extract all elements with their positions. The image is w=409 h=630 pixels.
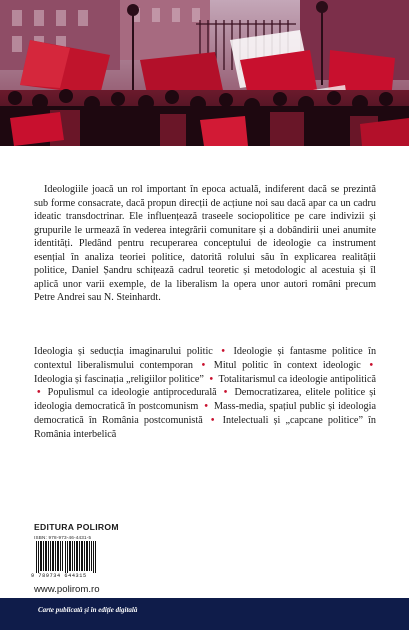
isbn-label: ISBN: 978-973-46-4431-5 — [34, 535, 92, 540]
digital-edition-note: Carte publicată și în ediție digitală — [38, 606, 138, 614]
bullet-separator-icon: • — [37, 387, 41, 399]
contents-list — [34, 345, 376, 442]
contents-item: Populismul ca ideologie antiprocedurală — [47, 387, 217, 399]
contents-item: Ideologia și seducția imaginarului politic — [34, 346, 213, 357]
barcode-digits: 9 789734 644315 — [31, 573, 87, 579]
protest-crowd-flags-photo — [0, 0, 409, 146]
bullet-separator-icon: • — [210, 414, 215, 426]
footer-bar — [0, 598, 409, 630]
cover-photo — [0, 0, 409, 146]
contents-item: Totalitarismul ca ideologie antipolitică — [218, 373, 376, 385]
bullet-separator-icon: • — [201, 359, 206, 371]
contents-item: Democratizarea, elitele politice și ideologia democratică în postcomunism — [34, 387, 376, 413]
contents-item: Ideologie și fantasme politice în contextul liberalismului contemporan — [34, 346, 377, 371]
contents-item: Mitul politic în context ideologic — [213, 359, 361, 371]
contents-item: Ideologia și fascinația „religiilor politice” — [34, 373, 204, 385]
bullet-separator-icon: • — [369, 359, 374, 371]
blurb-paragraph: Ideologiile joacă un rol important în epoca actuală, indiferent dacă se prezintă sub forme consacrate, dacă propun direcții de acțiune noi sau dacă apar ca un cadru ideatic transdoctrinar. Ele influențează traseele sociopolitice pe care indivizii și grupurile le urmează în vederea integrării comunitare și a dobândirii unei anumite identități. Pledând pentru recuperarea conceptului de ideologie ca instrument esențial în analiza teoriei politice, datorită rolului său în explicarea realității politice, Daniel Șandru schițează cadrul teoretic și metodologic al acestuia și îl aplică unor varii exemple, de la liberalism la opera unor autori români precum Petre Andrei sau N. Steinhardt. — [34, 184, 376, 303]
barcode-icon — [34, 541, 98, 575]
contents-item: Intelectuali și „capcane politice” în România interbelică — [34, 414, 377, 440]
bullet-separator-icon: • — [223, 387, 228, 399]
bullet-separator-icon: • — [204, 401, 208, 413]
publisher-website: www.polirom.ro — [34, 584, 100, 595]
publisher-name: EDITURA POLIROM — [34, 522, 119, 532]
bullet-separator-icon: • — [209, 373, 214, 385]
contents-item: Mass-media, spațiul public și ideologia democratică în România postcomunistă — [34, 401, 376, 426]
bullet-separator-icon: • — [221, 346, 225, 357]
